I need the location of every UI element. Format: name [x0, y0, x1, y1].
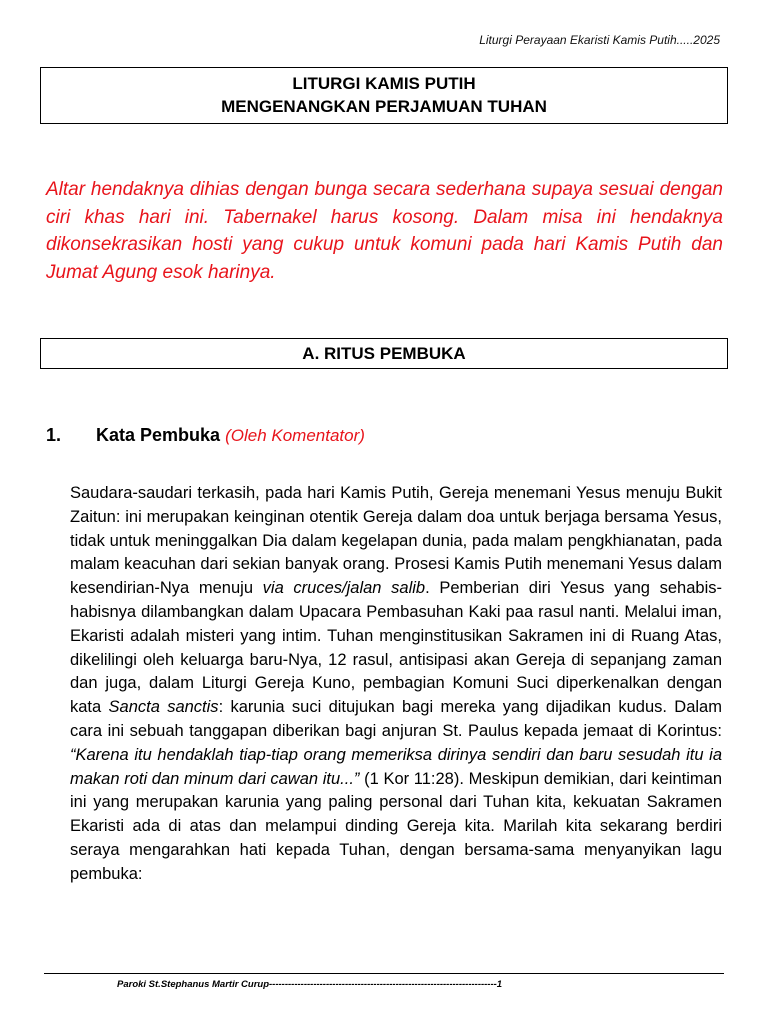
document-title-line-1: LITURGI KAMIS PUTIH — [292, 74, 476, 93]
body-paragraph — [70, 482, 722, 887]
body-text-part-3: : karunia suci ditujukan bagi mereka yang dijadikan kudus. Dalam cara ini sebuah tanggapan diberikan bagi anjuran St. Paulus kepada jemaat di Korintus: — [70, 698, 722, 740]
body-text-part-2: . Pemberian diri Yesus yang sehabis-habisnya dilambangkan dalam Upacara Pembasuhan Kaki paa rasul nanti. Melalui iman, Ekaristi adalah misteri yang intim. Tuhan menginstitusikan Sakramen ini di Ruang Atas, dikelilingi oleh keluarga baru-Nya, 12 rasul, antisipasi akan Gereja di sepanjang zaman dan juga, dalam Liturgi Gereja Kuno, pembagian Komuni Suci diperkenalkan dengan kata — [70, 579, 722, 717]
item-heading — [46, 423, 365, 448]
footer-text: Paroki St.Stephanus Martir Curup------------------------------------------------------------------------1 — [117, 979, 503, 990]
body-italic-via-cruces: via cruces/jalan salib — [262, 579, 426, 598]
body-text-part-4: (1 Kor 11:28). Meskipun demikian, dari keintiman ini yang merupakan karunia yang paling personal dari Tuhan kita, kekuatan Sakramen Ekaristi ada di atas dan melampui dinding Gereja kita. Marilah kita sekarang berdiri seraya mengarahkan hati kepada Tuhan, dengan bersama-sama menyanyikan lagu pembuka: — [70, 769, 722, 883]
item-title: Kata Pembuka — [96, 425, 221, 445]
liturgical-rubric: Altar hendaknya dihias dengan bunga secara sederhana supaya sesuai dengan ciri khas hari ini. Tabernakel harus kosong. Dalam misa ini hendaknya dikonsekrasikan hosti yang cukup untuk komuni pada hari Kamis Putih dan Jumat Agung esok harinya. — [46, 179, 723, 283]
footer-divider — [44, 973, 724, 974]
item-speaker-note: (Oleh Komentator) — [225, 426, 365, 445]
document-title-box — [40, 67, 728, 124]
body-scripture-quote: “Karena itu hendaklah tiap-tiap orang memeriksa dirinya sendiri dan baru sesudah itu ia makan roti dan minum dari cawan itu...” — [70, 745, 722, 788]
running-header: Liturgi Perayaan Ekaristi Kamis Putih.....2025 — [479, 33, 720, 47]
section-heading-box — [40, 338, 728, 369]
body-text-part-1: Saudara-saudari terkasih, pada hari Kamis Putih, Gereja menemani Yesus menuju Bukit Zaitun: ini merupakan keinginan otentik Gereja dalam doa untuk berjaga bersama Yesus, tidak untuk meninggalkan Dia dalam kegelapan dunia, pada malam pengkhianatan, pada malam keacuhan dari sekian banyak orang. Prosesi Kamis Putih menemani Yesus dalam kesendirian-Nya menuju — [70, 484, 722, 598]
item-number: 1. — [46, 425, 62, 445]
section-heading: A. RITUS PEMBUKA — [302, 344, 466, 363]
body-italic-sancta-sanctis: Sancta sanctis — [108, 698, 219, 717]
document-title-line-2: MENGENANGKAN PERJAMUAN TUHAN — [221, 97, 547, 116]
